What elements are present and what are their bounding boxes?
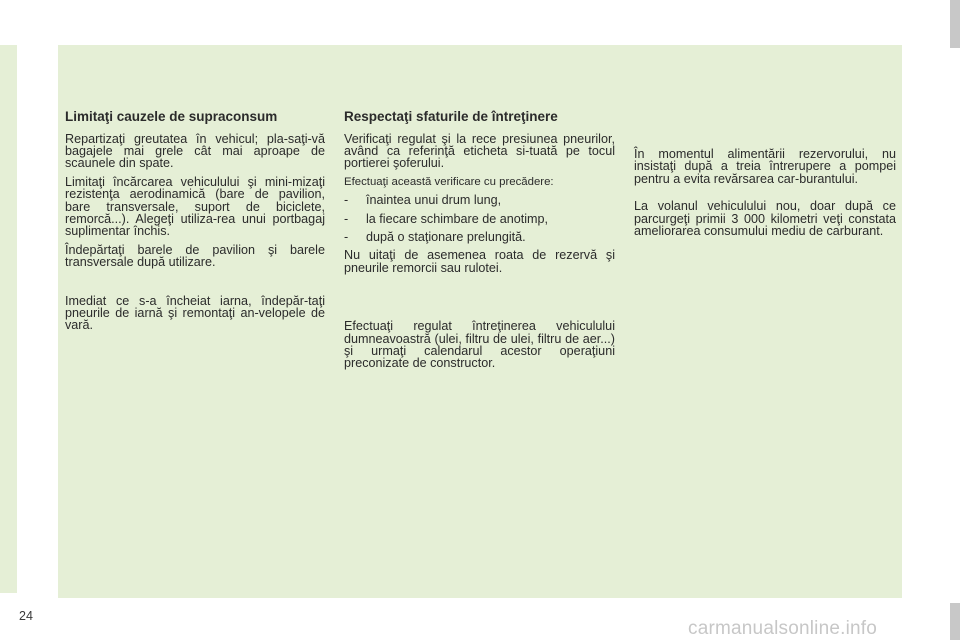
paragraph-refuelling: În momentul alimentării rezervorului, nu insistaţi după a treia întrerupere a pompei pentru a evita revărsarea car-burantului. — [634, 147, 896, 186]
paragraph-roof-bars: Îndepărtaţi barele de pavilion şi barele transversale după utilizare. — [65, 242, 325, 270]
bullet-dash: - — [344, 229, 349, 244]
list-item — [344, 213, 615, 225]
paragraph-servicing: Efectuaţi regulat întreţinerea vehiculului dumneavoastră (ulei, filtru de ulei, filtru de aer...) şi urmaţi calendarul acestor operaţiuni preconizate de constructor. — [344, 319, 615, 371]
paragraph-spare-wheel: Nu uitaţi de asemenea roata de rezervă şi pneurile remorcii sau rulotei. — [344, 248, 615, 275]
left-margin-strip — [0, 45, 17, 593]
page-number: 24 — [19, 609, 33, 623]
column-maintenance — [344, 110, 615, 376]
page-edge-tab-top — [950, 0, 960, 48]
paragraph-weight: Repartizaţi greutatea în vehicul; pla-saţi-vă bagajele mai grele cât mai aproape de scaunele din spate. — [65, 131, 325, 171]
check-occasions-list — [344, 194, 615, 243]
list-item — [344, 194, 615, 206]
bullet-dash: - — [344, 211, 349, 226]
list-item-text: la fiecare schimbare de anotimp, — [366, 211, 549, 226]
paragraph-new-vehicle: La volanul vehiculului nou, doar după ce parcurgeţi primii 3 000 kilometri veţi constata ameliorarea consumului mediu de carburant. — [634, 199, 896, 239]
heading-maintenance: Respectaţi sfaturile de întreţinere — [344, 109, 558, 124]
column-fuel — [634, 148, 896, 243]
heading-consumption: Limitaţi cauzele de supraconsum — [65, 109, 278, 124]
paragraph-winter-tyres: Imediat ce s-a încheiat iarna, îndepăr-taţi pneurile de iarnă şi remontaţi an-velopele de vară. — [65, 293, 325, 333]
list-item-text: după o staţionare prelungită. — [366, 229, 526, 244]
paragraph-tyre-pressure: Verificaţi regulat şi la rece presiunea pneurilor, având ca referinţă eticheta si-tuată pe tocul portierei şoferului. — [344, 131, 615, 171]
paragraph-aerodynamics: Limitaţi încărcarea vehiculului şi mini-mizaţi rezistenţa aerodinamică (bare de pavilion, bare transversale, suport de biciclete, remorcă...). Alegeţi utiliza-rea unui portbagaj suplimentar închis. — [65, 174, 325, 239]
watermark: carmanualsonline.info — [688, 618, 878, 639]
paragraph-check-precaution: Efectuaţi această verificare cu precădere: — [344, 175, 554, 188]
list-item — [344, 231, 615, 243]
bullet-dash: - — [344, 193, 349, 208]
column-consumption — [65, 110, 325, 338]
page-edge-tab-bottom — [950, 603, 960, 640]
list-item-text: înaintea unui drum lung, — [366, 193, 502, 208]
